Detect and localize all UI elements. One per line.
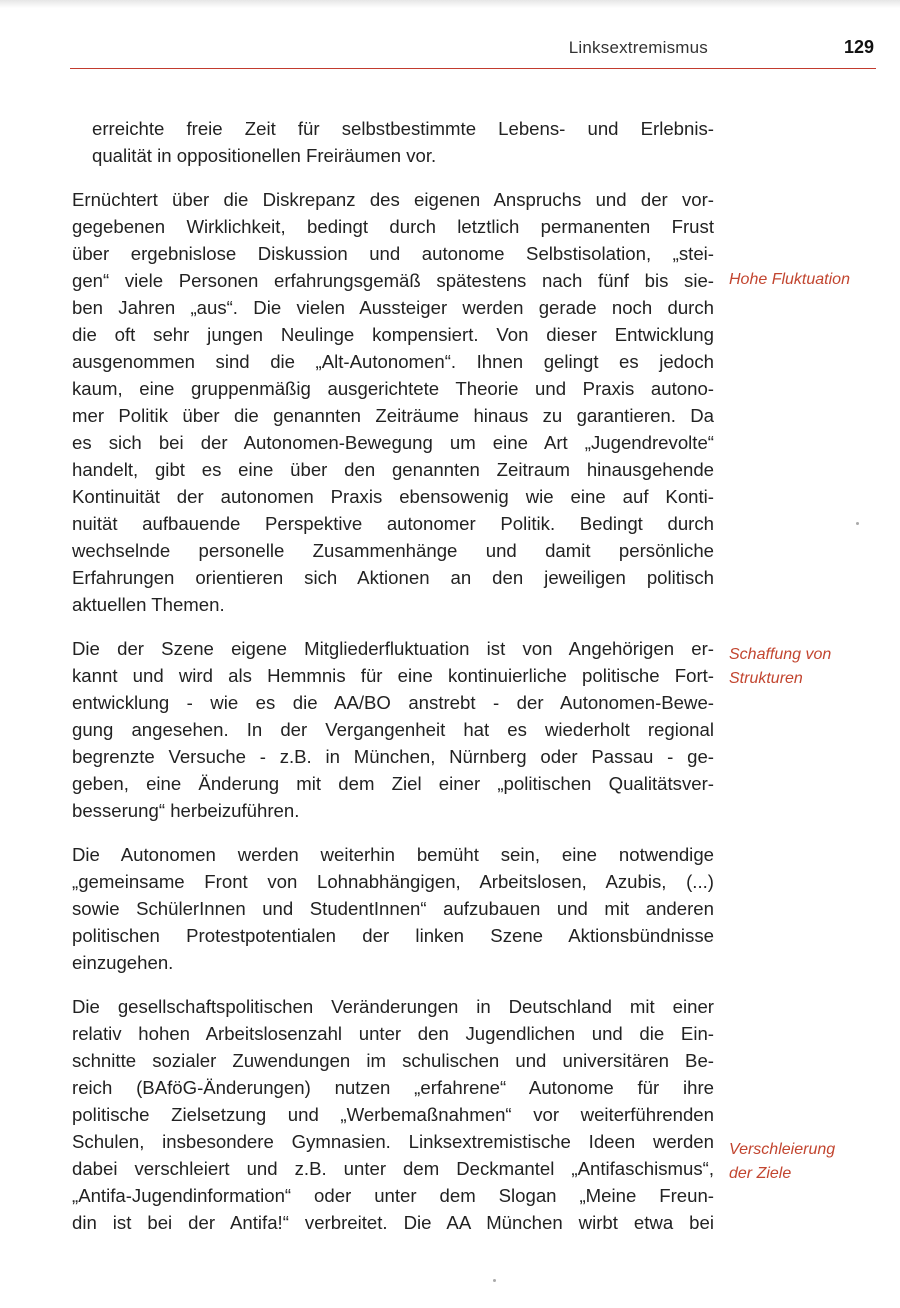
- paragraph: [72, 841, 714, 976]
- margin-note-verschleierung-der-ziele: [729, 1138, 889, 1186]
- margin-note-hohe-fluktuation: [729, 268, 889, 292]
- text-line: über ergebnislose Diskussion und autonome Selbstisolation, „stei-: [72, 243, 714, 264]
- text-line: Kontinuität der autonomen Praxis ebensowenig wie eine auf Konti-: [72, 486, 714, 507]
- text-line: nuität aufbauende Perspektive autonomer Politik. Bedingt durch: [72, 513, 714, 534]
- running-header-title: Linksextremismus: [568, 38, 708, 57]
- text-line: gegebenen Wirklichkeit, bedingt durch letztlich permanenten Frust: [72, 216, 714, 237]
- text-line: schnitte sozialer Zuwendungen im schulischen und universitären Be-: [72, 1050, 714, 1071]
- text-line: kaum, eine gruppenmäßig ausgerichtete Theorie und Praxis autono-: [72, 378, 714, 399]
- paragraph: [72, 115, 714, 169]
- text-line: Die Autonomen werden weiterhin bemüht sein, eine notwendige: [72, 844, 714, 865]
- margin-note-line: der Ziele: [729, 1165, 792, 1182]
- text-line: din ist bei der Antifa!“ verbreitet. Die AA München wirbt etwa bei: [72, 1212, 714, 1233]
- text-line: entwicklung - wie es die AA/BO anstrebt - der Autonomen-Bewe-: [72, 692, 714, 713]
- scan-speck: [856, 522, 859, 525]
- margin-note-line: Strukturen: [729, 670, 803, 687]
- text-line: gen“ viele Personen erfahrungsgemäß spätestens nach fünf bis sie-: [72, 270, 714, 291]
- text-line: geben, eine Änderung mit dem Ziel einer „politischen Qualitätsver-: [72, 773, 714, 794]
- body-text: [72, 115, 714, 1253]
- text-line: „Antifa-Jugendinformation“ oder unter dem Slogan „Meine Freun-: [72, 1185, 714, 1206]
- text-line: begrenzte Versuche - z.B. in München, Nürnberg oder Passau - ge-: [72, 746, 714, 767]
- text-line: politischen Protestpotentialen der linken Szene Aktionsbündnisse: [72, 925, 714, 946]
- text-line: einzugehen.: [72, 952, 174, 973]
- margin-note-line: Hohe Fluktuation: [729, 271, 850, 288]
- text-line: „gemeinsame Front von Lohnabhängigen, Arbeitslosen, Azubis, (...): [72, 871, 714, 892]
- text-line: es sich bei der Autonomen-Bewegung um eine Art „Jugendrevolte“: [72, 432, 714, 453]
- page-number: 129: [843, 37, 874, 57]
- text-line: ben Jahren „aus“. Die vielen Aussteiger werden gerade noch durch: [72, 297, 714, 318]
- paragraph: [72, 186, 714, 618]
- text-line: Schulen, insbesondere Gymnasien. Linksextremistische Ideen werden: [72, 1131, 714, 1152]
- text-line: kannt und wird als Hemmnis für eine kontinuierliche politische Fort-: [72, 665, 714, 686]
- text-line: Ernüchtert über die Diskrepanz des eigenen Anspruchs und der vor-: [72, 189, 714, 210]
- margin-note-line: Schaffung von: [729, 646, 832, 663]
- text-line: gung angesehen. In der Vergangenheit hat es wiederholt regional: [72, 719, 714, 740]
- margin-note-line: Verschleierung: [729, 1141, 836, 1158]
- text-line: besserung“ herbeizuführen.: [72, 800, 300, 821]
- text-line: mer Politik über die genannten Zeiträume hinaus zu garantieren. Da: [72, 405, 714, 426]
- paragraph: [72, 993, 714, 1236]
- text-line: aktuellen Themen.: [72, 594, 225, 615]
- text-line: qualität in oppositionellen Freiräumen vor.: [92, 145, 437, 166]
- text-line: die oft sehr jungen Neulinge kompensiert. Von dieser Entwicklung: [72, 324, 714, 345]
- margin-note-schaffung-von-strukturen: [729, 643, 889, 691]
- scan-speck: [493, 1279, 496, 1282]
- text-line: handelt, gibt es eine über den genannten Zeitraum hinausgehende: [72, 459, 714, 480]
- text-line: erreichte freie Zeit für selbstbestimmte Lebens- und Erlebnis-: [92, 118, 714, 139]
- text-line: Erfahrungen orientieren sich Aktionen an den jeweiligen politisch: [72, 567, 714, 588]
- text-line: dabei verschleiert und z.B. unter dem Deckmantel „Antifaschismus“,: [72, 1158, 714, 1179]
- text-line: politische Zielsetzung und „Werbemaßnahmen“ vor weiterführenden: [72, 1104, 714, 1125]
- text-line: Die gesellschaftspolitischen Veränderungen in Deutschland mit einer: [72, 996, 714, 1017]
- text-line: reich (BAföG-Änderungen) nutzen „erfahrene“ Autonome für ihre: [72, 1077, 714, 1098]
- scan-top-edge: [0, 0, 900, 8]
- text-line: ausgenommen sind die „Alt-Autonomen“. Ihnen gelingt es jedoch: [72, 351, 714, 372]
- text-line: relativ hohen Arbeitslosenzahl unter den Jugendlichen und die Ein-: [72, 1023, 714, 1044]
- text-line: sowie SchülerInnen und StudentInnen“ aufzubauen und mit anderen: [72, 898, 714, 919]
- text-line: wechselnde personelle Zusammenhänge und damit persönliche: [72, 540, 714, 561]
- paragraph: [72, 635, 714, 824]
- text-line: Die der Szene eigene Mitgliederfluktuation ist von Angehörigen er-: [72, 638, 714, 659]
- running-header: [70, 34, 876, 69]
